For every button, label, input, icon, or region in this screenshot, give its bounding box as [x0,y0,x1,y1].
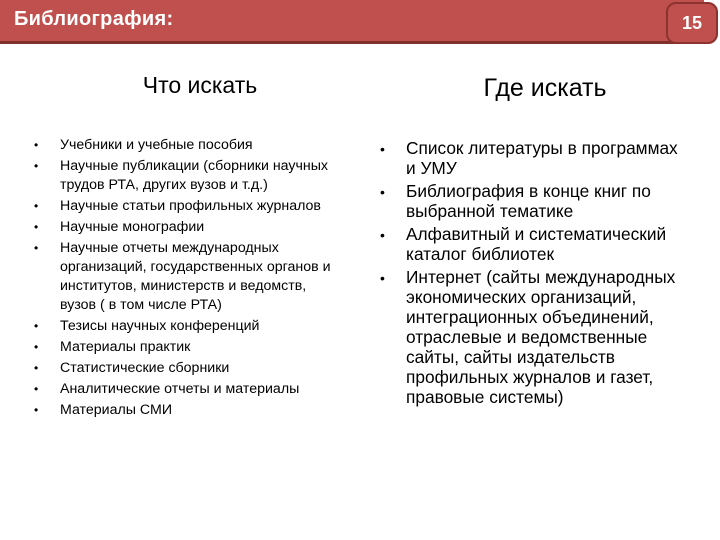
page-number-badge: 15 [666,2,718,44]
list-item [380,138,680,178]
bullet-icon: • [34,138,39,152]
list-item-text: Алфавитный и систематический каталог библиотек [406,224,667,264]
bullet-icon: • [34,340,39,354]
list-item [34,380,344,399]
list-item [34,317,344,336]
list-item [34,401,344,420]
list-item [34,218,344,237]
right-bullet-list [380,138,680,410]
list-item [34,157,344,195]
list-item-text: Тезисы научных конференций [60,318,260,334]
right-column-heading: Где искать [483,74,607,102]
list-item-text: Научные монографии [60,219,205,235]
bullet-icon: • [34,319,39,333]
bullet-icon: • [380,270,385,286]
list-item-text: Научные статьи профильных журналов [60,198,321,214]
list-item [380,267,680,407]
list-item [34,136,344,155]
list-item-text: Интернет (сайты международных экономических организаций, интеграционных объединений, отраслевые и ведомственные сайты, сайты издательств профильных журналов и газет, правовые системы) [406,267,676,407]
list-item-text: Материалы практик [60,339,191,355]
list-item [34,359,344,378]
bullet-icon: • [34,382,39,396]
list-item [380,224,680,264]
list-item-text: Аналитические отчеты и материалы [60,381,300,397]
list-item [34,338,344,357]
left-column-heading: Что искать [142,72,258,98]
bullet-icon: • [34,403,39,417]
header-bar [0,0,704,44]
list-item [380,181,680,221]
bullet-icon: • [34,361,39,375]
list-item-text: Статистические сборники [60,360,230,376]
bullet-icon: • [380,141,385,157]
list-item [34,197,344,216]
left-bullet-list [34,136,344,422]
list-item-text: Библиография в конце книг по выбранной тематике [406,181,651,221]
bullet-icon: • [380,184,385,200]
bullet-icon: • [34,220,39,234]
bullet-icon: • [34,199,39,213]
list-item-text: Учебники и учебные пособия [60,137,253,153]
slide-title: Библиография: [14,8,174,30]
bullet-icon: • [34,241,39,255]
list-item-text: Список литературы в программах и УМУ [406,138,678,178]
list-item-text: Научные публикации (сборники научных трудов РТА, других вузов и т.д.) [60,158,329,193]
bullet-icon: • [34,159,39,173]
list-item-text: Научные отчеты международных организаций, государственных органов и институтов, министерств и ведомств, вузов ( в том числе РТА) [60,240,331,313]
list-item-text: Материалы СМИ [60,402,173,418]
bullet-icon: • [380,227,385,243]
list-item [34,239,344,315]
